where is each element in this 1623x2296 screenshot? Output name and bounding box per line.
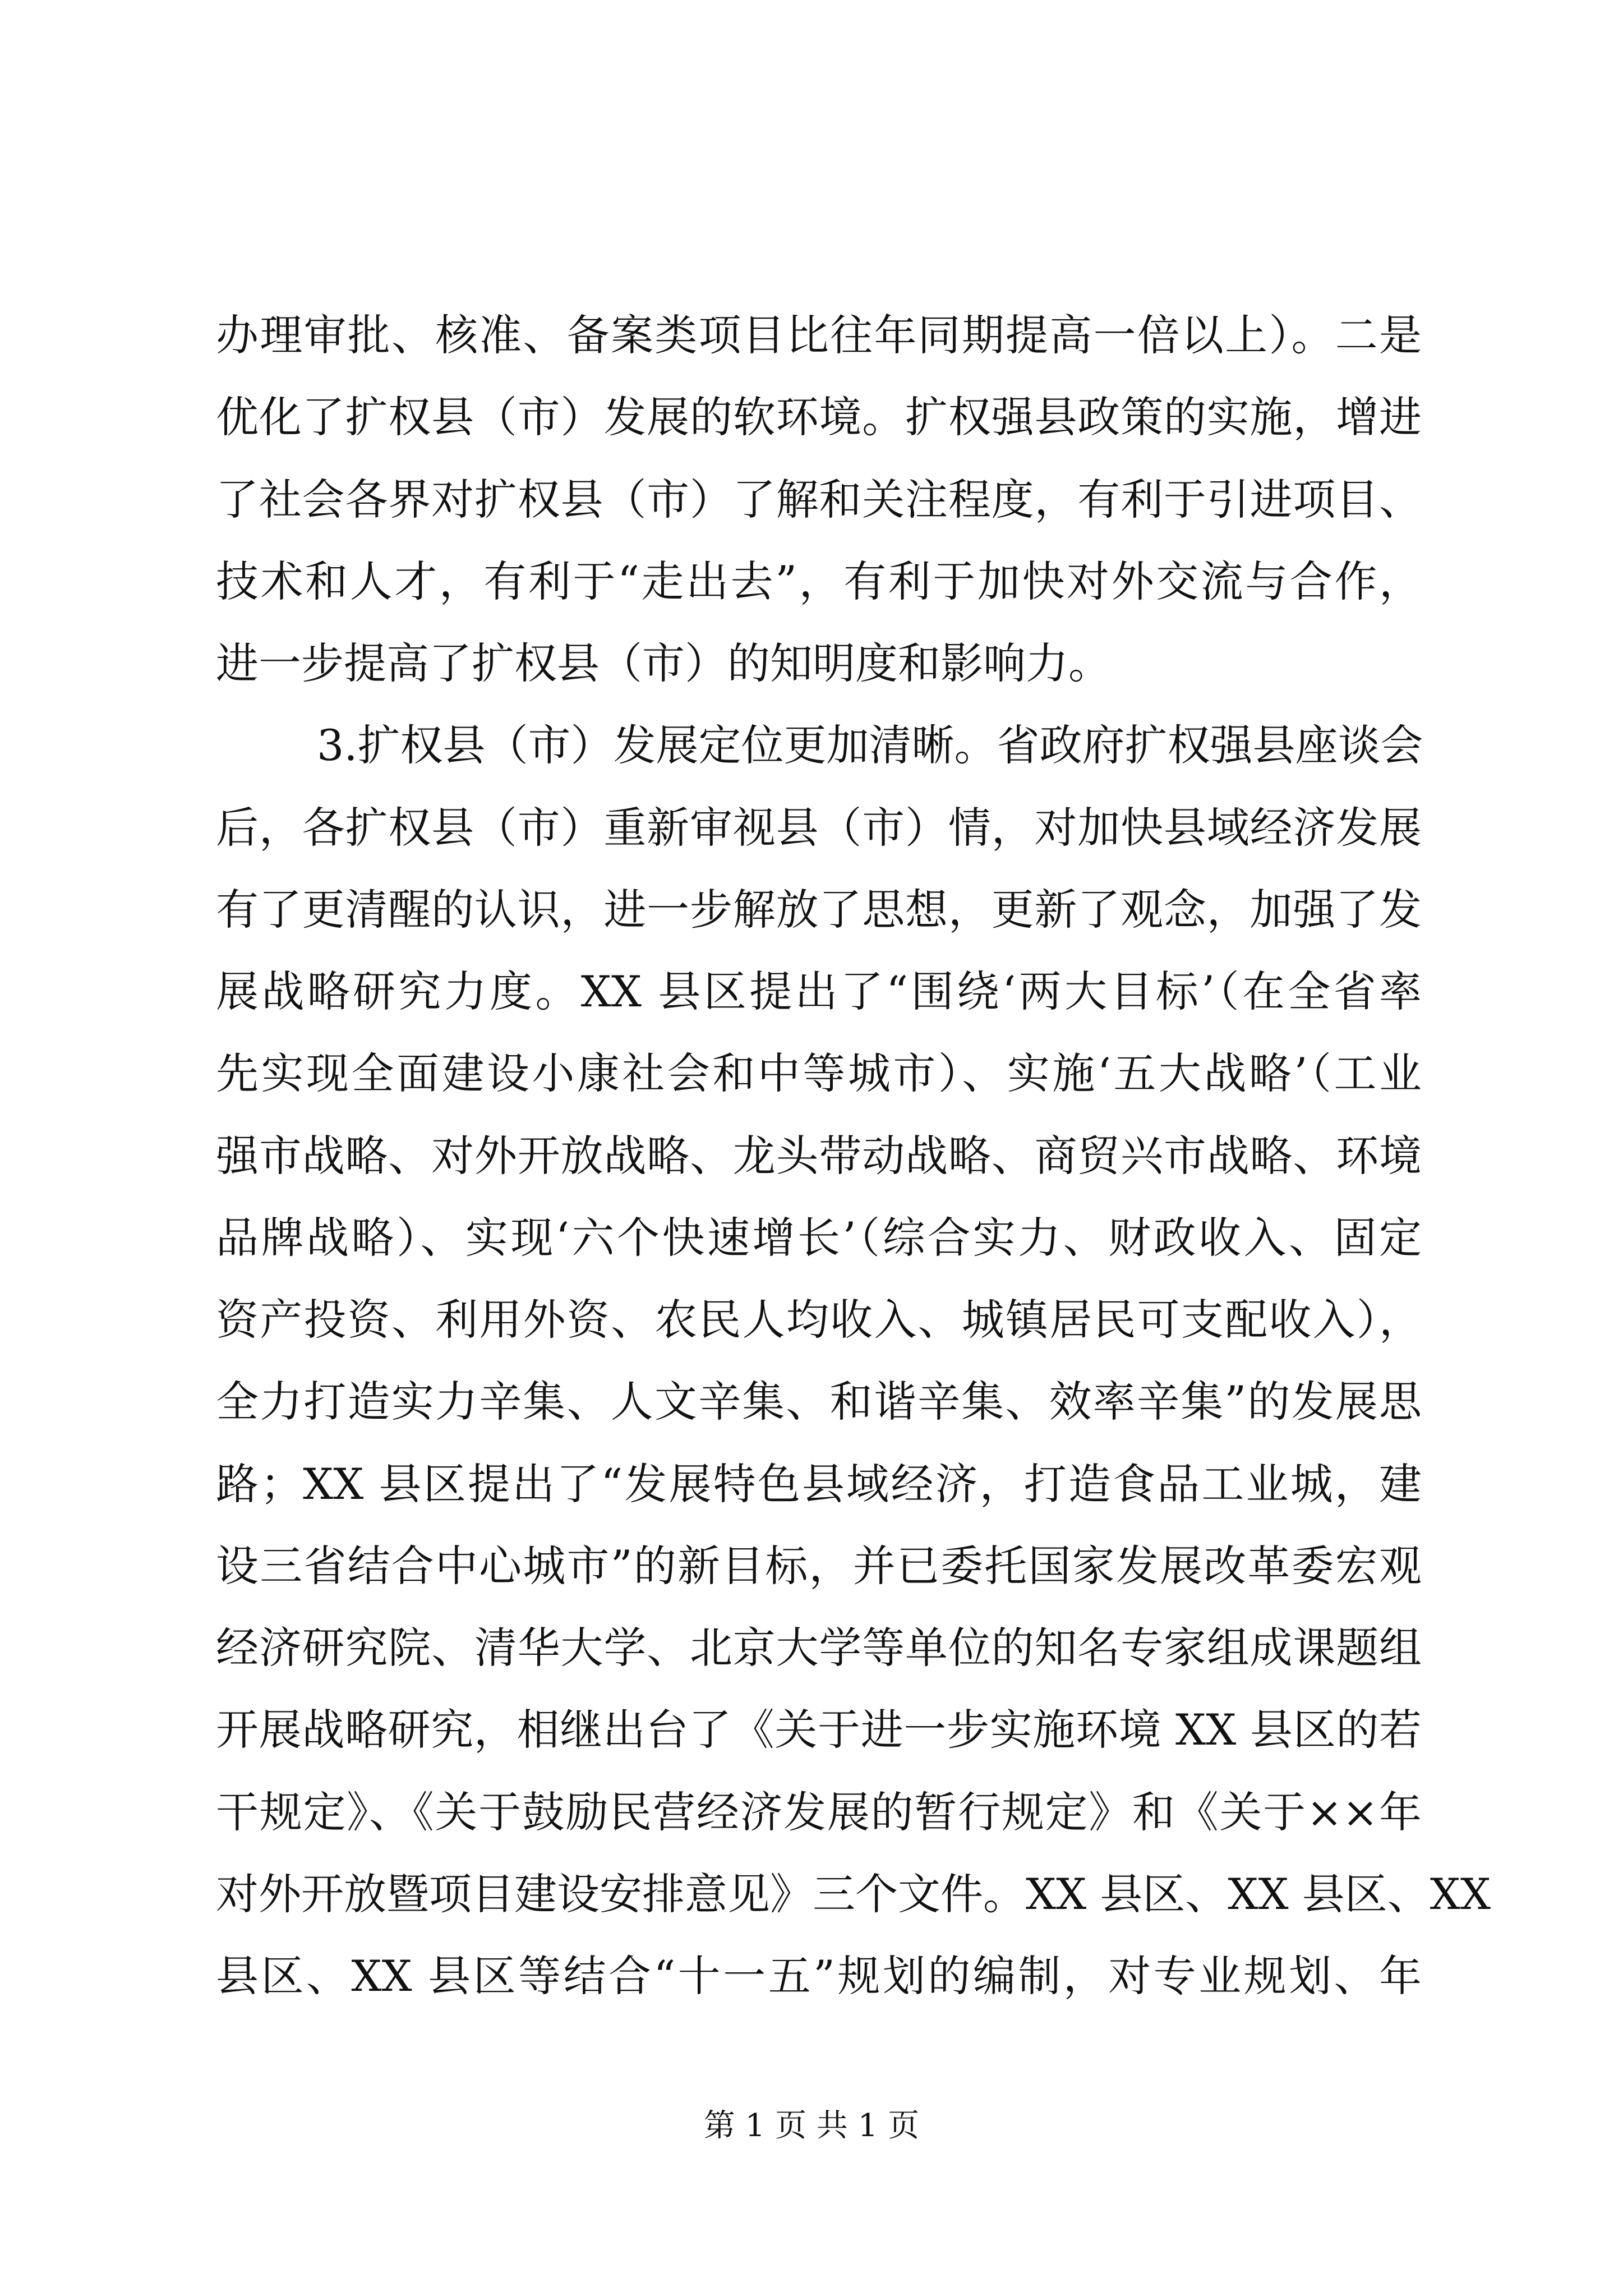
text-line: 设三省结合中心城市”的新目标，并已委托国家发展改革委宏观 xyxy=(216,1541,1422,1591)
text-line: 对外开放暨项目建设安排意见》三个文件。XX 县区、XX 县区、XX xyxy=(216,1869,1491,1919)
text-line: 进一步提高了扩权县（市）的知明度和影响力。 xyxy=(216,638,1111,688)
text-line: 办理审批、核准、备案类项目比往年同期提高一倍以上）。二是 xyxy=(216,310,1422,360)
text-line: 了社会各界对扩权县（市）了解和关注程度，有利于引进项目、 xyxy=(216,475,1422,524)
text-line: 资产投资、利用外资、农民人均收入、城镇居民可支配收入）， xyxy=(216,1295,1422,1345)
text-line: 路；XX 县区提出了“发展特色县域经济，打造食品工业城，建 xyxy=(216,1459,1422,1509)
text-line: 强市战略、对外开放战略、龙头带动战略、商贸兴市战略、环境 xyxy=(216,1131,1422,1181)
text-line: 展战略研究力度。XX 县区提出了“围绕‘两大目标’（在全省率 xyxy=(216,967,1422,1016)
text-line: 优化了扩权县（市）发展的软环境。扩权强县政策的实施，增进 xyxy=(216,392,1422,442)
text-line: 品牌战略）、实现‘六个快速增长’（综合实力、财政收入、固定 xyxy=(216,1213,1422,1263)
text-line: 先实现全面建设小康社会和中等城市）、实施‘五大战略’（工业 xyxy=(216,1048,1422,1098)
text-line: 后，各扩权县（市）重新审视县（市）情，对加快县域经济发展 xyxy=(216,803,1422,853)
text-line: 经济研究院、清华大学、北京大学等单位的知名专家组成课题组 xyxy=(216,1623,1422,1673)
text-line: 干规定》、《关于鼓励民营经济发展的暂行规定》和《关于××年 xyxy=(216,1787,1422,1837)
text-line: 全力打造实力辛集、人文辛集、和谐辛集、效率辛集”的发展思 xyxy=(216,1377,1422,1427)
text-line: 开展战略研究，相继出台了《关于进一步实施环境 XX 县区的若 xyxy=(216,1705,1422,1755)
paragraph-start-line: 3.扩权县（市）发展定位更加清晰。省政府扩权强县座谈会 xyxy=(317,720,1423,770)
text-line: 有了更清醒的认识，进一步解放了思想，更新了观念，加强了发 xyxy=(216,885,1422,935)
text-line: 县区、XX 县区等结合“十一五”规划的编制，对专业规划、年 xyxy=(216,1951,1422,2001)
page-number-footer: 第 1 页 共 1 页 xyxy=(703,2108,920,2144)
text-line: 技术和人才，有利于“走出去”，有利于加快对外交流与合作， xyxy=(216,556,1422,606)
